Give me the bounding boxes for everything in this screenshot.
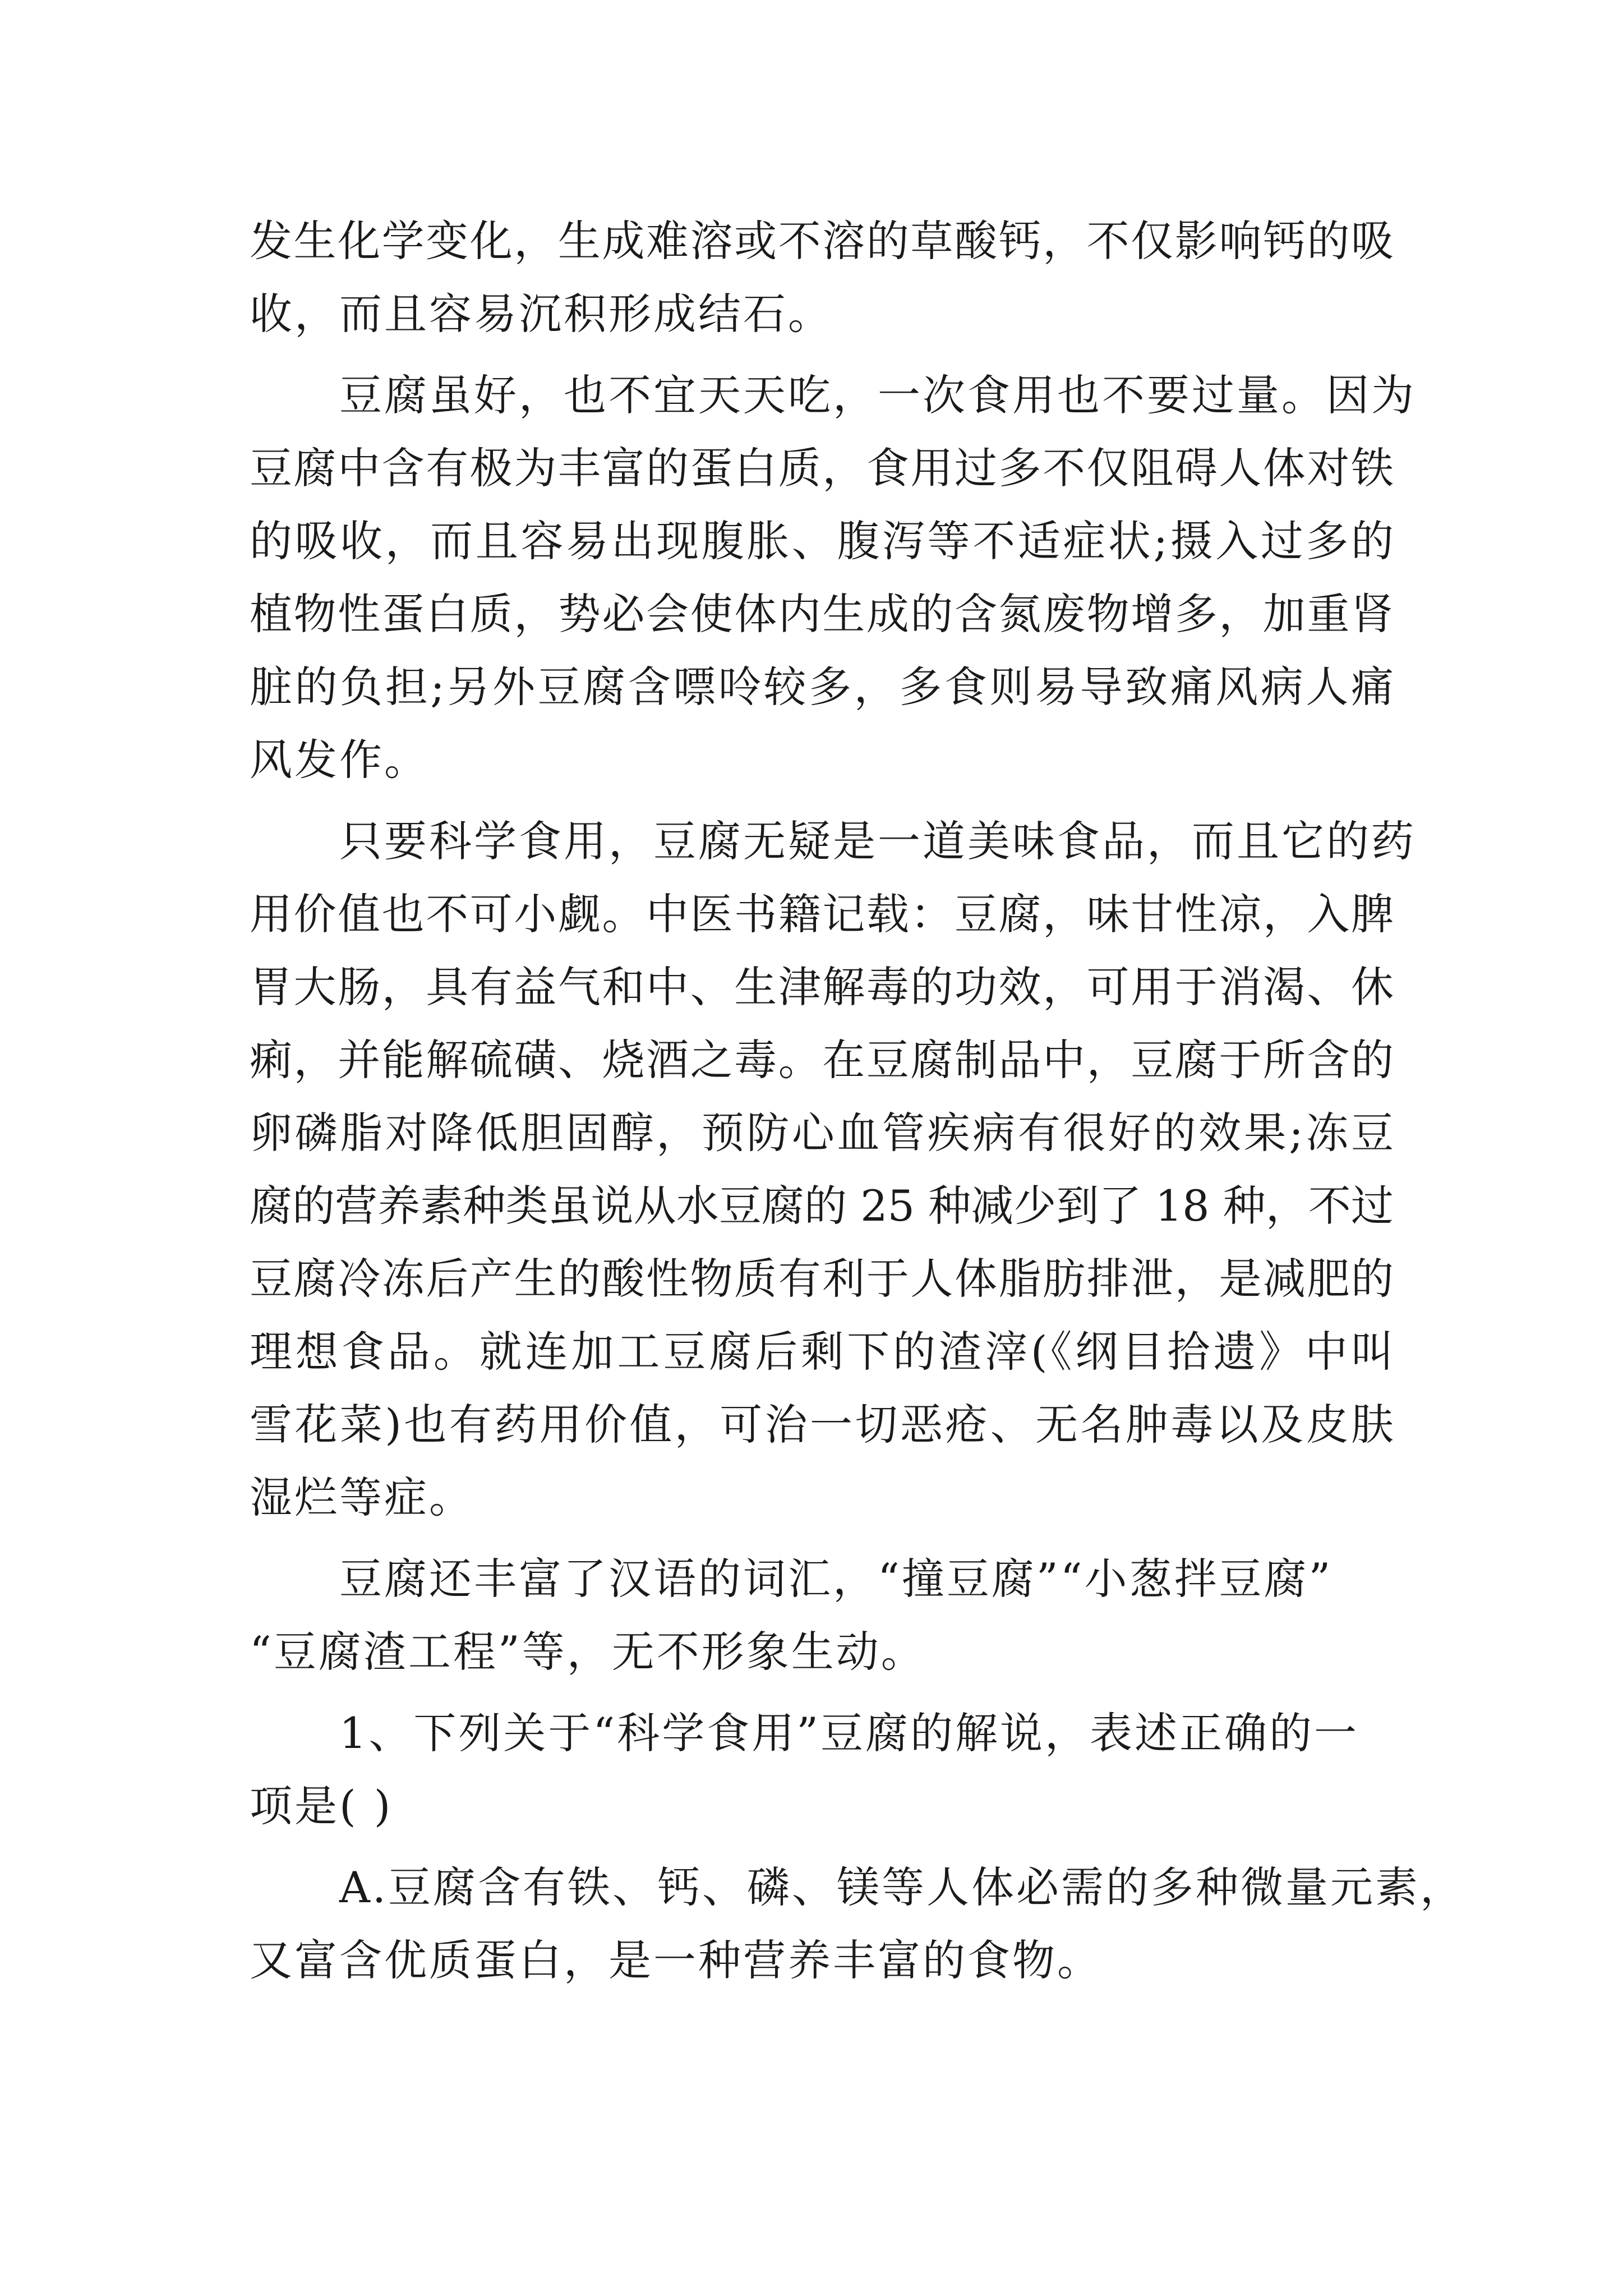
text-line: 用价值也不可小觑。中医书籍记载：豆腐，味甘性凉，入脾 (250, 889, 1394, 939)
text-line: 植物性蛋白质，势必会使体内生成的含氮废物增多，加重肾 (250, 589, 1394, 639)
text-line: A.豆腐含有铁、钙、磷、镁等人体必需的多种微量元素， (250, 1862, 1465, 1912)
text-line: 1、下列关于“科学食用”豆腐的解说，表述正确的一 (250, 1708, 1359, 1758)
text-line: 收，而且容易沉积形成结石。 (250, 289, 833, 339)
text-line: 痢，并能解硫磺、烧酒之毒。在豆腐制品中，豆腐于所含的 (250, 1035, 1394, 1085)
text-line: 豆腐中含有极为丰富的蛋白质，食用过多不仅阻碍人体对铁 (250, 443, 1394, 493)
text-line: 又富含优质蛋白，是一种营养丰富的食物。 (250, 1935, 1102, 1985)
text-line: 理想食品。就连加工豆腐后剩下的渣滓(《纲目拾遗》中叫 (250, 1327, 1394, 1377)
text-line: 腐的营养素种类虽说从水豆腐的 25 种减少到了 18 种，不过 (250, 1181, 1394, 1231)
text-line: 只要科学食用，豆腐无疑是一道美味食品，而且它的药 (250, 816, 1416, 866)
text-line: 卵磷脂对降低胆固醇，预防心血管疾病有很好的效果;冻豆 (250, 1108, 1394, 1158)
text-line: “豆腐渣工程”等，无不形象生动。 (250, 1627, 926, 1677)
text-line: 豆腐虽好，也不宜天天吃，一次食用也不要过量。因为 (250, 370, 1416, 420)
text-line: 项是( ) (250, 1781, 393, 1831)
text-line: 的吸收，而且容易出现腹胀、腹泻等不适症状;摄入过多的 (250, 516, 1394, 566)
text-line: 雪花菜)也有药用价值，可治一切恶疮、无名肿毒以及皮肤 (250, 1400, 1394, 1450)
text-line: 发生化学变化，生成难溶或不溶的草酸钙，不仅影响钙的吸 (250, 216, 1394, 266)
text-line: 胃大肠，具有益气和中、生津解毒的功效，可用于消渴、休 (250, 962, 1394, 1012)
text-line: 风发作。 (250, 735, 429, 785)
text-line: 豆腐还丰富了汉语的词汇，“撞豆腐”“小葱拌豆腐” (250, 1554, 1333, 1604)
text-line: 湿烂等症。 (250, 1473, 474, 1522)
text-line: 豆腐冷冻后产生的酸性物质有利于人体脂肪排泄，是减肥的 (250, 1254, 1394, 1304)
text-line: 脏的负担;另外豆腐含嘌呤较多，多食则易导致痛风病人痛 (250, 662, 1394, 712)
